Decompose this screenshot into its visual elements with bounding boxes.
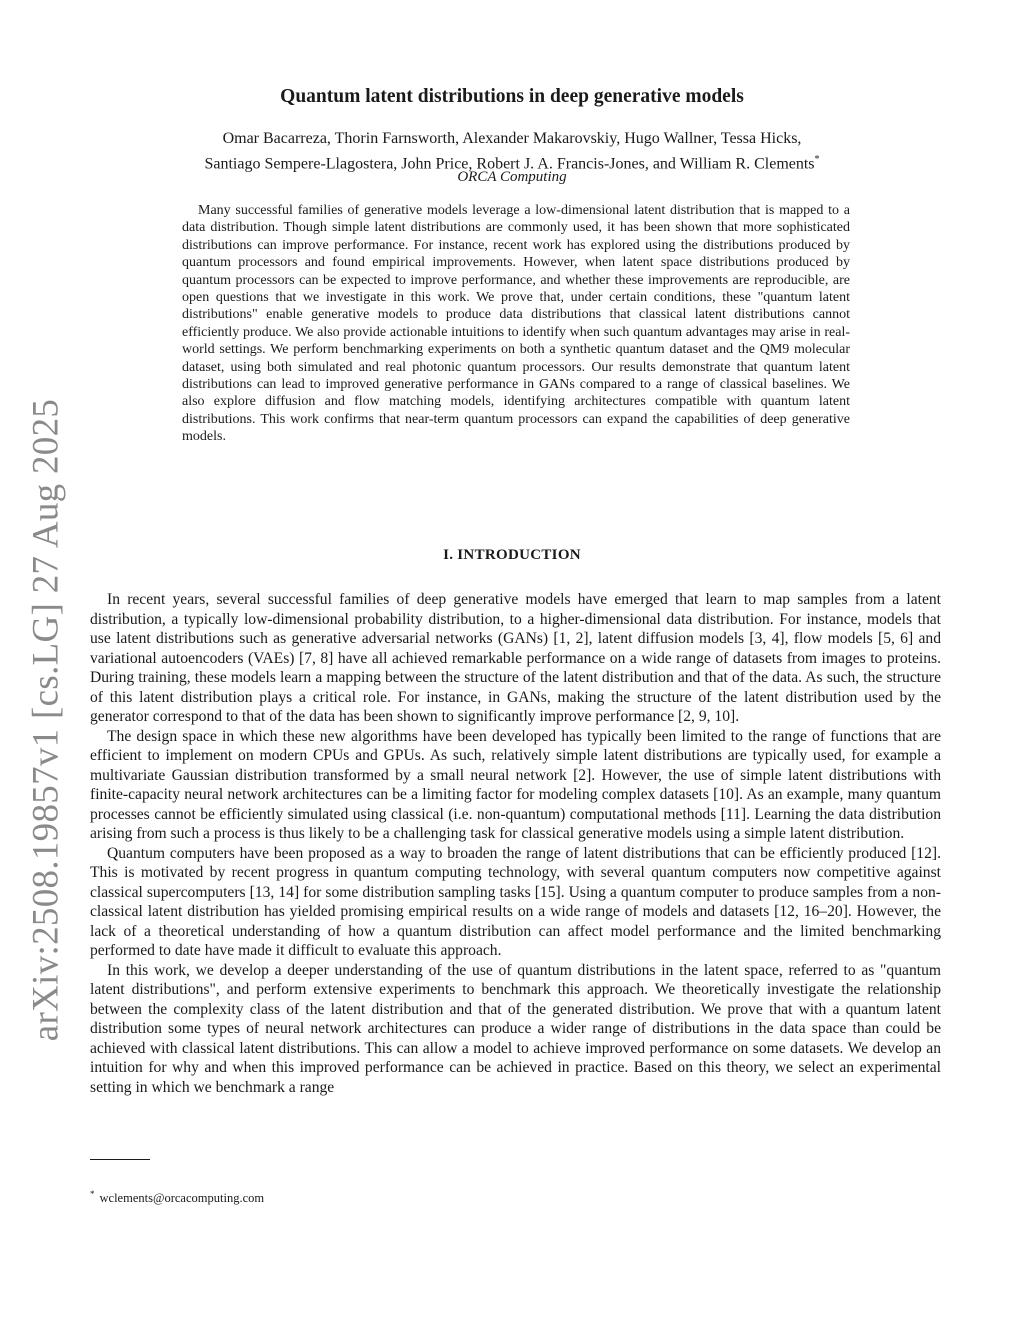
- body-paragraph: Quantum computers have been proposed as a way to broaden the range of latent distributions that can be efficiently produced [12]. This is motivated by recent progress in quantum computing technology, with several quantum computers now competitive against classical supercomputers [13, 14] for some distribution sampling tasks [15]. Using a quantum computer to produce samples from a non-classical latent distribution has yielded promising empirical results on a wide range of models and datasets [12, 16–20]. However, the lack of a theoretical understanding of how a quantum distribution can affect model performance and the limited benchmarking performed to date have made it difficult to evaluate this approach.: [90, 844, 941, 959]
- corresponding-author-mark: *: [814, 154, 820, 165]
- footnote-mark: *: [90, 1189, 95, 1199]
- body-paragraph: The design space in which these new algorithms have been developed has typically been limited to the range of functions that are efficient to implement on modern CPUs and GPUs. As such, relatively simple latent distributions are typically used, for example a multivariate Gaussian distribution transformed by a small neural network [2]. However, the use of simple latent distributions with finite-capacity neural network architectures can be a limiting factor for modeling complex datasets [10]. As an example, many quantum processes cannot be efficiently simulated using classical (i.e. non-quantum) computational methods [11]. Learning the data distribution arising from such a process is thus likely to be a challenging task for classical generative models using a simple latent distribution.: [90, 727, 941, 842]
- section-heading-introduction: I. INTRODUCTION: [443, 547, 581, 563]
- arxiv-identifier-text: arXiv:2508.19857v1 [cs.LG] 27 Aug 2025: [25, 398, 67, 1042]
- author-list: [0, 128, 1024, 174]
- paper-title: Quantum latent distributions in deep generative models: [280, 86, 744, 107]
- affiliation: ORCA Computing: [457, 169, 567, 185]
- footnote-divider: [90, 1159, 150, 1160]
- authors-line-2-text: Santiago Sempere-Llagostera, John Price, Robert J. A. Francis-Jones, and William R. Clements: [204, 155, 815, 173]
- body-paragraph: In this work, we develop a deeper understanding of the use of quantum distributions in the latent space, referred to as "quantum latent distributions", and perform extensive experiments to benchmark this approach. We theoretically investigate the relationship between the complexity class of the latent distribution and that of the generated distribution. We prove that with a quantum latent distribution some types of neural network architectures can produce a wider range of distributions in the data space than could be achieved with classical latent distributions. This can allow a model to achieve improved performance on some datasets. We develop an intuition for why and when this improved performance can be achieved in practice. Based on this theory, we select an experimental setting in which we benchmark a range: [90, 961, 941, 1096]
- authors-line-1: Omar Bacarreza, Thorin Farnsworth, Alexander Makarovskiy, Hugo Wallner, Tessa Hicks,: [222, 130, 802, 147]
- body-paragraph: In recent years, several successful families of deep generative models have emerged that learn to map samples from a latent distribution, a typically low-dimensional probability distribution, to a higher-dimensional data distribution. For instance, models that use latent distributions such as generative adversarial networks (GANs) [1, 2], latent diffusion models [3, 4], flow models [5, 6] and variational autoencoders (VAEs) [7, 8] have all achieved remarkable performance on a wide range of datasets from images to proteins. During training, these models learn a mapping between the structure of the latent distribution and that of the data. As such, the structure of this latent distribution plays a critical role. For instance, in GANs, making the structure of the latent distribution used by the generator correspond to that of the data has been shown to significantly improve performance [2, 9, 10].: [90, 591, 941, 725]
- footnote: [90, 1189, 264, 1206]
- introduction-body: [90, 590, 941, 1097]
- footnote-email: wclements@orcacomputing.com: [99, 1191, 265, 1206]
- abstract: Many successful families of generative models leverage a low-dimensional latent distribution that is mapped to a data distribution. Though simple latent distributions are commonly used, it has been shown that more sophisticated distributions can improve performance. For instance, recent work has explored using the distributions produced by quantum processors and found empirical improvements. However, when latent space distributions produced by quantum processors can be expected to improve performance, and whether these improvements are reproducible, are open questions that we investigate in this work. We prove that, under certain conditions, these "quantum latent distributions" enable generative models to produce data distributions that classical latent distributions cannot efficiently produce. We also provide actionable intuitions to identify when such quantum advantages may arise in real-world settings. We perform benchmarking experiments on both a synthetic quantum dataset and the QM9 molecular dataset, using both simulated and real photonic quantum processors. Our results demonstrate that quantum latent distributions can lead to improved generative performance in GANs compared to a range of classical baselines. We also explore diffusion and flow matching models, identifying architectures compatible with quantum latent distributions. This work confirms that near-term quantum processors can expand the capabilities of deep generative models.: [182, 203, 850, 445]
